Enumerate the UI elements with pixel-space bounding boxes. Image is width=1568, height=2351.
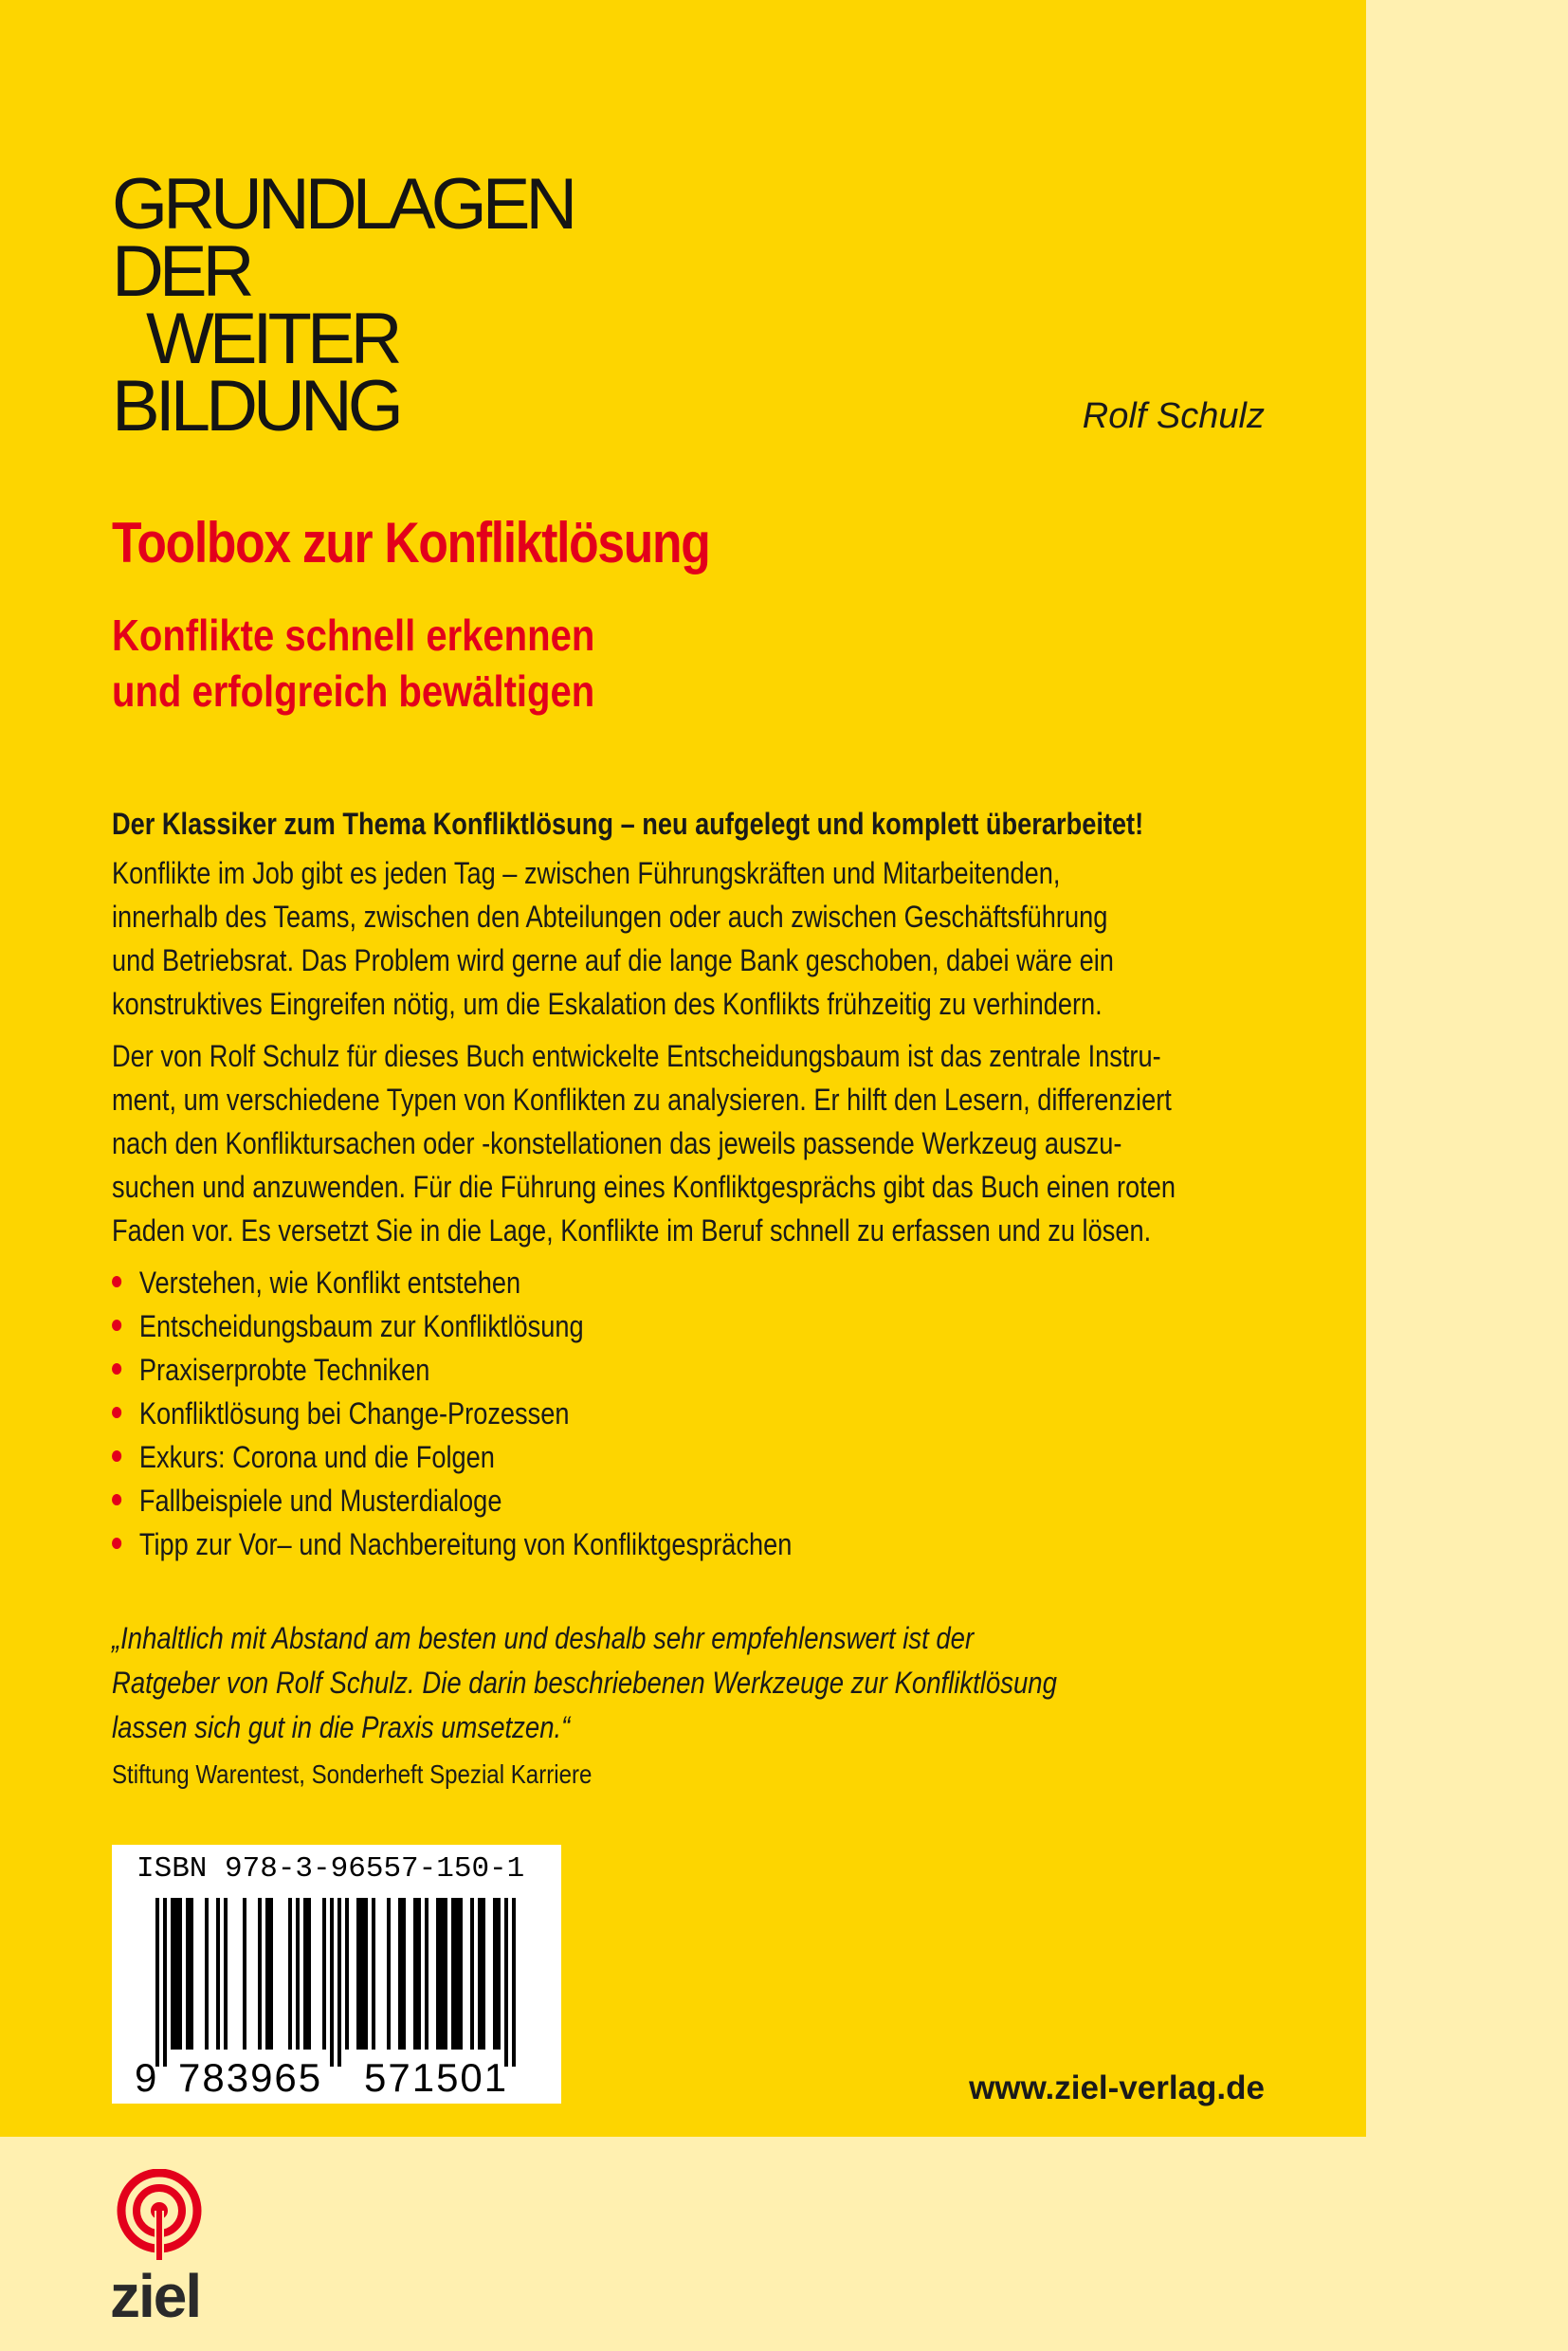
bullet-dot-icon <box>112 1494 121 1505</box>
list-item-label: Verstehen, wie Konflikt entstehen <box>138 1266 521 1300</box>
barcode-bar <box>482 1898 485 2050</box>
paragraph-line: innerhalb des Teams, zwischen den Abteilungen oder auch zwischen Geschäftsführung <box>112 900 1108 934</box>
bullet-dot-icon <box>112 1320 121 1331</box>
ean-digits <box>112 2055 561 2099</box>
barcode-bar <box>269 1898 273 2050</box>
list-item-label: Exkurs: Corona und die Folgen <box>138 1440 495 1474</box>
list-item <box>112 1392 1092 1435</box>
list-item-label: Konfliktlösung bei Change-Prozessen <box>138 1396 570 1431</box>
list-item <box>112 1522 1092 1566</box>
series-line-2: DER <box>112 231 250 312</box>
barcode-bar <box>190 1898 193 2050</box>
ean-left-group: 783965 <box>178 2055 323 2100</box>
barcode-bar <box>303 1898 307 2050</box>
barcode-bar <box>356 1898 360 2050</box>
list-item <box>112 1479 1092 1522</box>
barcode-bar <box>459 1898 463 2050</box>
quote-line: Ratgeber von Rolf Schulz. Die darin beschriebenen Werkzeuge zur Konfliktlösung <box>112 1666 1057 1700</box>
barcode-bar <box>330 1898 334 2067</box>
barcode-bar <box>455 1898 459 2050</box>
barcode-bar <box>387 1898 391 2050</box>
barcode-bar <box>243 1898 246 2050</box>
barcode-bar <box>296 1898 300 2050</box>
paragraph-line: Der von Rolf Schulz für dieses Buch entwickelte Entscheidungsbaum ist das zentrale Instru- <box>112 1039 1161 1073</box>
barcode-bar <box>402 1898 406 2050</box>
series-title <box>112 164 574 447</box>
author-name: Rolf Schulz <box>1082 396 1265 436</box>
blurb-lead: Der Klassiker zum Thema Konfliktlösung – neu aufgelegt und komplett überarbeitet! <box>112 807 1144 841</box>
list-item <box>112 1261 1092 1304</box>
paragraph-line: nach den Konfliktursachen oder -konstellationen das jeweils passende Werkzeug auszu- <box>112 1126 1122 1160</box>
list-item-label: Entscheidungsbaum zur Konfliktlösung <box>138 1309 584 1343</box>
paragraph-line: ment, um verschiedene Typen von Konflikten zu analysieren. Er hilft den Lesern, differenziert <box>112 1083 1172 1117</box>
barcode-bar <box>504 1898 508 2067</box>
list-item <box>112 1435 1092 1479</box>
barcode-bar <box>470 1898 474 2050</box>
list-item <box>112 1304 1092 1348</box>
paragraph-line: Konflikte im Job gibt es jeden Tag – zwischen Führungskräften und Mitarbeitenden, <box>112 856 1061 890</box>
publisher-website: www.ziel-verlag.de <box>969 2069 1265 2106</box>
barcode-bar <box>372 1898 375 2050</box>
barcode-bar <box>265 1898 269 2050</box>
barcode-bar <box>497 1898 501 2050</box>
subtitle-line-1: Konflikte schnell erkennen <box>112 611 595 660</box>
paragraph-line: und Betriebsrat. Das Problem wird gerne auf die lange Bank geschoben, dabei wäre ein <box>112 943 1114 977</box>
blurb-paragraph-2 <box>112 1034 1265 1252</box>
barcode-bar <box>364 1898 368 2050</box>
bullet-dot-icon <box>112 1450 121 1462</box>
ean-first-digit: 9 <box>135 2055 157 2100</box>
barcode-bar <box>398 1898 402 2050</box>
barcode-bar <box>493 1898 497 2050</box>
series-line-1: GRUNDLAGEN <box>112 164 574 245</box>
series-line-4: BILDUNG <box>112 366 399 447</box>
barcode-bar <box>205 1898 209 2050</box>
barcode-bar <box>436 1898 440 2050</box>
paragraph-line: Faden vor. Es versetzt Sie in die Lage, Konflikte im Beruf schnell zu erfassen und zu lösen. <box>112 1213 1152 1248</box>
barcode-bar <box>307 1898 311 2050</box>
ziel-target-logo-icon <box>110 2169 252 2321</box>
bullet-dot-icon <box>112 1538 121 1549</box>
barcode-bar <box>163 1898 167 2067</box>
barcode-bar <box>413 1898 417 2050</box>
barcode-bar <box>171 1898 174 2050</box>
barcode-bar <box>440 1898 444 2050</box>
publisher-logo <box>110 2169 252 2321</box>
barcode-bar <box>216 1898 220 2050</box>
barcode-bar <box>345 1898 349 2050</box>
barcode-bar <box>478 1898 482 2050</box>
barcode-bar <box>178 1898 182 2050</box>
isbn-barcode <box>112 1845 561 2104</box>
barcode-bar <box>444 1898 447 2050</box>
quote-source: Stiftung Warentest, Sonderheft Spezial Karriere <box>112 1759 593 1789</box>
series-line-3: WEITER <box>146 299 398 379</box>
bullet-dot-icon <box>112 1407 121 1418</box>
isbn-label: ISBN 978-3-96557-150-1 <box>137 1852 525 1886</box>
review-quote <box>112 1616 1211 1750</box>
subtitle-line-2: und erfolgreich bewältigen <box>112 666 595 716</box>
list-item <box>112 1348 1092 1392</box>
blurb-paragraph-1 <box>112 851 1265 1026</box>
feature-list <box>112 1261 1265 1566</box>
paragraph-line: suchen und anzuwenden. Für die Führung eines Konfliktgesprächs gibt das Buch einen roten <box>112 1170 1176 1204</box>
barcode-bar <box>155 1898 159 2067</box>
book-title: Toolbox zur Konfliktlösung <box>112 511 710 574</box>
ean-right-group: 571501 <box>364 2055 509 2100</box>
book-subtitle <box>112 608 594 720</box>
barcode-bar <box>337 1898 341 2067</box>
barcode-bar <box>288 1898 292 2050</box>
list-item-label: Tipp zur Vor– und Nachbereitung von Konfliktgesprächen <box>138 1527 793 1561</box>
barcode-bar <box>186 1898 190 2050</box>
list-item-label: Praxiserprobte Techniken <box>138 1353 430 1387</box>
barcode-bar <box>360 1898 364 2050</box>
barcode-bar <box>322 1898 326 2050</box>
barcode-bar <box>174 1898 178 2050</box>
bullet-dot-icon <box>112 1276 121 1287</box>
logo-wordmark: ziel <box>110 2262 201 2321</box>
barcode-bar <box>417 1898 421 2050</box>
paragraph-line: konstruktives Eingreifen nötig, um die Eskalation des Konflikts frühzeitig zu verhindern. <box>112 987 1103 1021</box>
quote-line: lassen sich gut in die Praxis umsetzen.“ <box>112 1710 571 1744</box>
barcode-bar <box>258 1898 262 2050</box>
barcode-bar <box>451 1898 455 2050</box>
barcode-bar <box>512 1898 516 2067</box>
barcode-bar <box>224 1898 228 2050</box>
barcode-bar <box>425 1898 428 2050</box>
list-item-label: Fallbeispiele und Musterdialoge <box>138 1484 502 1518</box>
blurb <box>112 802 1265 1566</box>
quote-line: „Inhaltlich mit Abstand am besten und deshalb sehr empfehlenswert ist der <box>112 1621 975 1655</box>
bullet-dot-icon <box>112 1363 121 1375</box>
